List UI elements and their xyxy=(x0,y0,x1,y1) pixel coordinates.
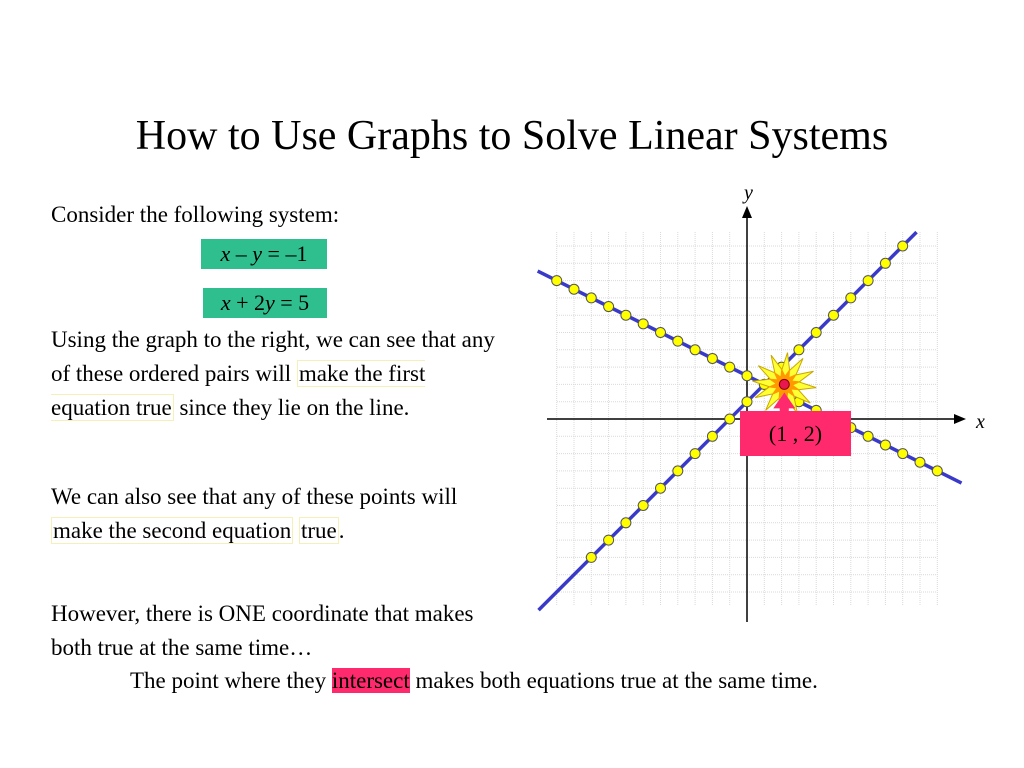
line-2-point xyxy=(690,345,700,355)
line-1-point xyxy=(898,241,908,251)
paragraph-one-coordinate: However, there is ONE coordinate that makes both true at the same time… xyxy=(51,601,474,660)
p2-boxed2: true xyxy=(300,518,337,543)
line-1-point xyxy=(656,483,666,493)
line-2-point xyxy=(569,284,579,294)
intersection-point xyxy=(779,379,789,389)
line-1-point xyxy=(604,535,614,545)
line-1-point xyxy=(586,552,596,562)
line-2-point xyxy=(915,457,925,467)
conclusion-before: The point where they xyxy=(130,668,332,693)
line-1-point xyxy=(880,258,890,268)
intersection-label: (1 , 2) xyxy=(740,411,851,456)
line-2-point xyxy=(552,276,562,286)
line-2-point xyxy=(638,319,648,329)
p2-after: . xyxy=(338,518,345,543)
line-2-point xyxy=(725,362,735,372)
p2-boxed1: make the second equation xyxy=(53,518,292,543)
line-1-point xyxy=(846,293,856,303)
line-1-point xyxy=(673,466,683,476)
eq1-op: – xyxy=(230,241,253,266)
line-2-point xyxy=(863,431,873,441)
line-2-point xyxy=(707,353,717,363)
eq2-y: y xyxy=(265,290,275,315)
line-1-point xyxy=(621,518,631,528)
conclusion-after: makes both equations true at the same time. xyxy=(409,668,818,693)
line-1-point xyxy=(811,328,821,338)
intersect-highlight: intersect xyxy=(331,668,410,693)
line-1-point xyxy=(742,397,752,407)
line-2-point xyxy=(742,371,752,381)
eq2-x: x xyxy=(220,290,231,315)
line-2-point xyxy=(621,310,631,320)
x-axis-label: x xyxy=(976,411,985,433)
p1-after: since they lie on the line. xyxy=(173,395,410,420)
line-1-point xyxy=(829,310,839,320)
eq1-rhs: = –1 xyxy=(262,241,308,266)
line-1-point xyxy=(863,276,873,286)
line-1-point xyxy=(690,449,700,459)
line-1-point xyxy=(725,414,735,424)
line-1-point xyxy=(707,431,717,441)
x-axis-arrowhead xyxy=(954,414,966,424)
eq2-rhs: = 5 xyxy=(274,290,310,315)
eq1-y: y xyxy=(252,241,263,266)
line-2-point xyxy=(880,440,890,450)
eq2-op: + 2 xyxy=(230,290,265,315)
eq1-x: x xyxy=(220,241,231,266)
line-2-point xyxy=(898,449,908,459)
line-1-point xyxy=(638,501,648,511)
y-axis-arrowhead xyxy=(742,206,752,218)
line-1-point xyxy=(794,345,804,355)
line-2-point xyxy=(586,293,596,303)
p2-before: We can also see that any of these points will xyxy=(51,484,458,509)
line-2-point xyxy=(932,466,942,476)
slide-title: How to Use Graphs to Solve Linear Systems xyxy=(135,113,889,159)
y-axis-label: y xyxy=(744,182,753,204)
line-2-point xyxy=(604,302,614,312)
p1-before: Using the graph to the right, we can see that any of these ordered pairs will xyxy=(51,327,495,386)
p1-boxed: make the first equation true xyxy=(51,361,426,420)
line-2-point xyxy=(673,336,683,346)
line-2-point xyxy=(656,328,666,338)
intro-text: Consider the following system: xyxy=(51,202,340,227)
